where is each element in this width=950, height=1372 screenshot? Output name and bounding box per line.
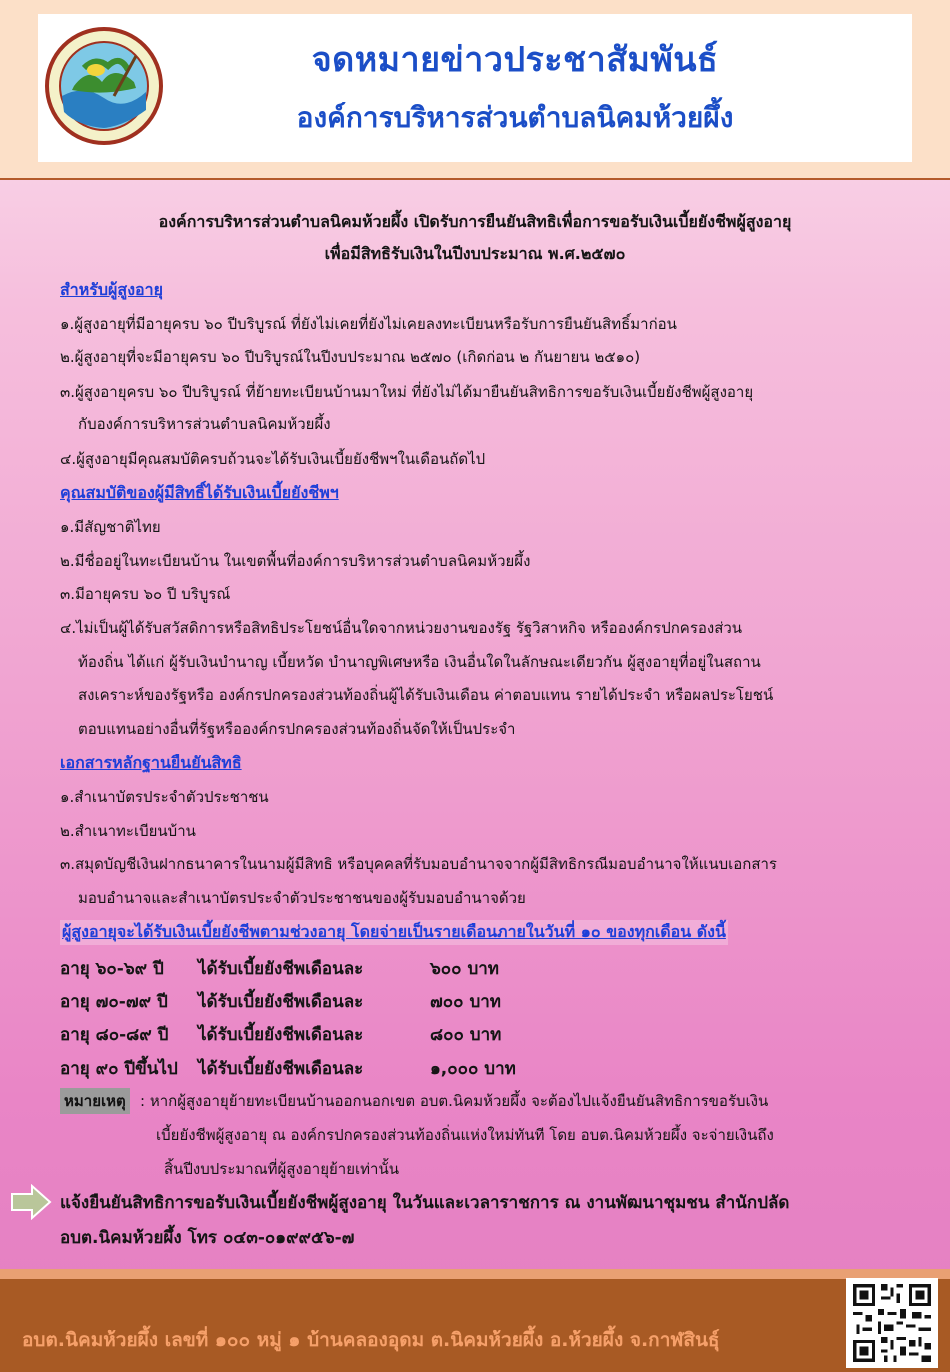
- seal-logo-icon: [44, 26, 164, 146]
- list-item: ๓.มีอายุครบ ๖๐ ปี บริบูรณ์: [60, 585, 231, 603]
- pension-label: ได้รับเบี้ยยังชีพเดือนละ: [198, 1025, 364, 1045]
- list-item-continuation: มอบอำนาจและสำเนาบัตรประจำตัวประชาชนของผู้รับมอบอำนาจด้วย: [78, 889, 526, 907]
- pension-age: อายุ ๘๐-๘๙ ปี: [60, 1025, 169, 1045]
- section-heading-payment: ผู้สูงอายุจะได้รับเงินเบี้ยยังชีพตามช่วงอายุ โดยจ่ายเป็นรายเดือนภายในวันที่ ๑๐ ของทุกเดือน ดังนี้: [60, 920, 728, 945]
- pension-age: อายุ ๗๐-๗๙ ปี: [60, 992, 168, 1012]
- list-item: ๒.มีชื่ออยู่ในทะเบียนบ้าน ในเขตพื้นที่องค์การบริหารส่วนตำบลนิคมห้วยผึ้ง: [60, 552, 531, 570]
- section-heading-eligible: สำหรับผู้สูงอายุ: [60, 280, 163, 299]
- list-item: ๑.มีสัญชาติไทย: [60, 518, 161, 536]
- pension-amount: ๗๐๐ บาท: [430, 992, 501, 1012]
- qr-code-icon: [846, 1278, 938, 1368]
- pension-amount: ๑,๐๐๐ บาท: [430, 1059, 516, 1079]
- intro-line-1: องค์การบริหารส่วนตำบลนิคมห้วยผึ้ง เปิดรับการยืนยันสิทธิเพื่อการขอรับเงินเบี้ยยังชีพผู้สูงอายุ: [158, 212, 792, 231]
- section-heading-qualifications: คุณสมบัติของผู้มีสิทธิ์ได้รับเงินเบี้ยยังชีพฯ: [60, 483, 339, 502]
- pension-age: อายุ ๖๐-๖๙ ปี: [60, 959, 164, 979]
- list-item-continuation: ท้องถิ่น ได้แก่ ผู้รับเงินบำนาญ เบี้ยหวัด บำนาญพิเศษหรือ เงินอื่นใดในลักษณะเดียวกัน ผู้สูงอายุที่อยู่ในสถาน: [78, 653, 761, 671]
- pension-row: [60, 1055, 516, 1082]
- list-item: ๑.ผู้สูงอายุที่มีอายุครบ ๖๐ ปีบริบูรณ์ ที่ยังไม่เคยที่ยังไม่เคยลงทะเบียนหรือรับการยืนยันสิทธิ์มาก่อน: [60, 315, 677, 333]
- section-heading-documents: เอกสารหลักฐานยืนยันสิทธิ: [60, 753, 242, 772]
- note-line-2: เบี้ยยังชีพผู้สูงอายุ ณ องค์กรปกครองส่วนท้องถิ่นแห่งใหม่ทันที โดย อบต.นิคมห้วยผึ้ง จะจ่ายเงินถึง: [156, 1126, 774, 1144]
- page-subtitle: องค์การบริหารส่วนตำบลนิคมห้วยผึ้ง: [296, 101, 734, 134]
- list-item: ๒.ผู้สูงอายุที่จะมีอายุครบ ๖๐ ปีบริบูรณ์ในปีงบประมาณ ๒๕๗๐ (เกิดก่อน ๒ กันยายน ๒๕๑๐): [60, 348, 641, 366]
- pension-label: ได้รับเบี้ยยังชีพเดือนละ: [198, 959, 364, 979]
- pension-label: ได้รับเบี้ยยังชีพเดือนละ: [198, 1059, 364, 1079]
- list-item: ๒.สำเนาทะเบียนบ้าน: [60, 822, 196, 840]
- list-item: ๓.ผู้สูงอายุครบ ๖๐ ปีบริบูรณ์ ที่ย้ายทะเบียนบ้านมาใหม่ ที่ยังไม่ได้มายืนยันสิทธิการขอรับเงินเบี้ยยังชีพผู้สูงอายุ: [60, 383, 754, 401]
- arrow-right-icon: [10, 1184, 52, 1220]
- note-line-1: : หากผู้สูงอายุย้ายทะเบียนบ้านออกนอกเขต อบต.นิคมห้วยผึ้ง จะต้องไปแจ้งยืนยันสิทธิการขอรับเงิน: [140, 1092, 769, 1110]
- footer-strip: [0, 1269, 950, 1279]
- footer-address: อบต.นิคมห้วยผึ้ง เลขที่ ๑๐๐ หมู่ ๑ บ้านคลองอุดม ต.นิคมห้วยผึ้ง อ.ห้วยผึ้ง จ.กาฬสินธุ์: [22, 1329, 720, 1351]
- list-item: ๔.ไม่เป็นผู้ได้รับสวัสดิการหรือสิทธิประโยชน์อื่นใดจากหน่วยงานของรัฐ รัฐวิสาหกิจ หรือองค์กรปกครองส่วน: [60, 619, 743, 637]
- note-label: หมายเหตุ: [60, 1088, 130, 1114]
- intro-line-2: เพื่อมีสิทธิรับเงินในปีงบประมาณ พ.ศ.๒๕๗๐: [324, 244, 626, 263]
- note-line-3: สิ้นปีงบประมาณที่ผู้สูงอายุย้ายเท่านั้น: [164, 1160, 399, 1178]
- pension-amount: ๘๐๐ บาท: [430, 1025, 502, 1045]
- pension-amount: ๖๐๐ บาท: [430, 959, 500, 979]
- header-band: [0, 0, 950, 180]
- page-title: จดหมายข่าวประชาสัมพันธ์: [311, 40, 719, 80]
- list-item: ๑.สำเนาบัตรประจำตัวประชาชน: [60, 788, 269, 806]
- list-item: ๓.สมุดบัญชีเงินฝากธนาคารในนามผู้มีสิทธิ หรือบุคคลที่รับมอบอำนาจจากผู้มีสิทธิกรณีมอบอำนาจให้แนบเอกสาร: [60, 855, 777, 873]
- list-item-continuation: ตอบแทนอย่างอื่นที่รัฐหรือองค์กรปกครองส่วนท้องถิ่นจัดให้เป็นประจำ: [78, 720, 516, 738]
- pension-row: [60, 1021, 501, 1048]
- list-item: ๔.ผู้สูงอายุมีคุณสมบัติครบถ้วนจะได้รับเงินเบี้ยยังชีพฯในเดือนถัดไป: [60, 450, 486, 468]
- callout-line-1: แจ้งยืนยันสิทธิการขอรับเงินเบี้ยยังชีพผู้สูงอายุ ในวันและเวลาราชการ ณ งานพัฒนาชุมชน สำนักปลัด: [60, 1193, 790, 1213]
- list-item-continuation: สงเคราะห์ของรัฐหรือ องค์กรปกครองส่วนท้องถิ่นผู้ได้รับเงินเดือน ค่าตอบแทน รายได้ประจำ หรือผลประโยชน์: [78, 686, 774, 704]
- list-item-continuation: กับองค์การบริหารส่วนตำบลนิคมห้วยผึ้ง: [78, 415, 331, 433]
- footer-band: [0, 1269, 950, 1372]
- pension-row: [60, 955, 499, 982]
- pension-label: ได้รับเบี้ยยังชีพเดือนละ: [198, 992, 364, 1012]
- pension-age: อายุ ๙๐ ปีขึ้นไป: [60, 1059, 178, 1079]
- callout-line-2: อบต.นิคมห้วยผึ้ง โทร ๐๔๓-๐๑๙๙๕๖-๗: [60, 1228, 355, 1248]
- pension-row: [60, 988, 501, 1015]
